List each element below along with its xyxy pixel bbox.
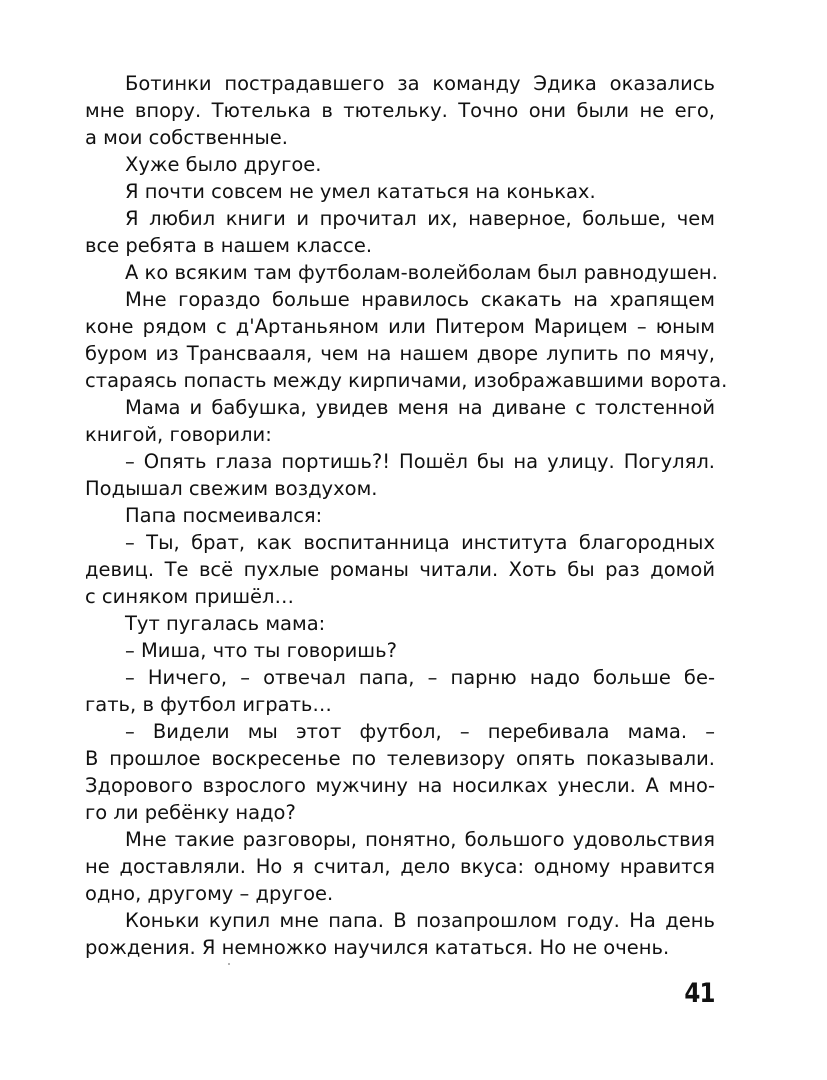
text-line: Коньки купил мне папа. В позапрошлом году. На день bbox=[125, 909, 715, 932]
text-line: с синяком пришёл… bbox=[85, 585, 295, 608]
paragraph bbox=[85, 637, 715, 664]
text-line: Я любил книги и прочитал их, наверное, больше, чем bbox=[125, 207, 715, 230]
paragraph bbox=[85, 394, 715, 448]
text-line: стараясь попасть между кирпичами, изображавшими ворота. bbox=[85, 369, 728, 392]
page-number: 41 bbox=[684, 978, 715, 1009]
paragraph bbox=[85, 718, 715, 826]
paragraph bbox=[85, 178, 715, 205]
text-line: Папа посмеивался: bbox=[125, 504, 323, 527]
text-line: гать, в футбол играть… bbox=[85, 693, 332, 716]
text-line: Здорового взрослого мужчину на носилках унесли. А мно- bbox=[85, 774, 715, 797]
text-line: А ко всяким там футболам-волейболам был равнодушен. bbox=[125, 261, 718, 284]
print-speck bbox=[228, 963, 230, 965]
text-line: девиц. Те всё пухлые романы читали. Хоть бы раз домой bbox=[85, 558, 715, 581]
text-line: Ботинки пострадавшего за команду Эдика оказались bbox=[125, 72, 715, 95]
paragraph bbox=[85, 448, 715, 502]
text-line: Мама и бабушка, увидев меня на диване с толстенной bbox=[125, 396, 715, 419]
text-line: В прошлое воскресенье по телевизору опять показывали. bbox=[85, 747, 715, 770]
text-line: не доставляли. Но я считал, дело вкуса: одному нравится bbox=[85, 855, 715, 878]
text-line: Мне такие разговоры, понятно, большого удовольствия bbox=[125, 828, 715, 851]
text-line: Я почти совсем не умел кататься на коньках. bbox=[125, 180, 596, 203]
paragraph bbox=[85, 529, 715, 610]
text-line: Тут пугалась мама: bbox=[125, 612, 326, 635]
text-line: а мои собственные. bbox=[85, 126, 288, 149]
paragraph bbox=[85, 259, 718, 286]
text-line: коне рядом с д'Артаньяном или Питером Марицем – юным bbox=[85, 315, 715, 338]
text-line: – Опять глаза портишь?! Пошёл бы на улицу. Погулял. bbox=[125, 450, 715, 473]
text-line: – Видели мы этот футбол, – перебивала мама. – bbox=[125, 720, 715, 743]
paragraph bbox=[85, 907, 715, 961]
text-line: буром из Трансвааля, чем на нашем дворе лупить по мячу, bbox=[85, 342, 715, 365]
text-line: Хуже было другое. bbox=[125, 153, 322, 176]
paragraph bbox=[85, 664, 715, 718]
text-line: Мне гораздо больше нравилось скакать на храпящем bbox=[125, 288, 715, 311]
text-line: рождения. Я немножко научился кататься. Но не очень. bbox=[85, 936, 670, 959]
text-line: мне впору. Тютелька в тютельку. Точно они были не его, bbox=[85, 99, 715, 122]
text-line: – Миша, что ты говоришь? bbox=[125, 639, 397, 662]
body-text bbox=[85, 70, 728, 961]
paragraph bbox=[85, 70, 715, 151]
paragraph bbox=[85, 826, 715, 907]
paragraph bbox=[85, 286, 728, 394]
text-line: все ребята в нашем классе. bbox=[85, 234, 373, 257]
text-line: книгой, говорили: bbox=[85, 423, 272, 446]
text-line: Подышал свежим воздухом. bbox=[85, 477, 378, 500]
text-line: одно, другому – другое. bbox=[85, 882, 334, 905]
paragraph bbox=[85, 205, 715, 259]
paragraph bbox=[85, 610, 715, 637]
text-line: – Ничего, – отвечал папа, – парню надо больше бе- bbox=[125, 666, 715, 689]
paragraph bbox=[85, 502, 715, 529]
paragraph bbox=[85, 151, 715, 178]
text-line: го ли ребёнку надо? bbox=[85, 801, 296, 824]
text-line: – Ты, брат, как воспитанница института благородных bbox=[125, 531, 715, 554]
